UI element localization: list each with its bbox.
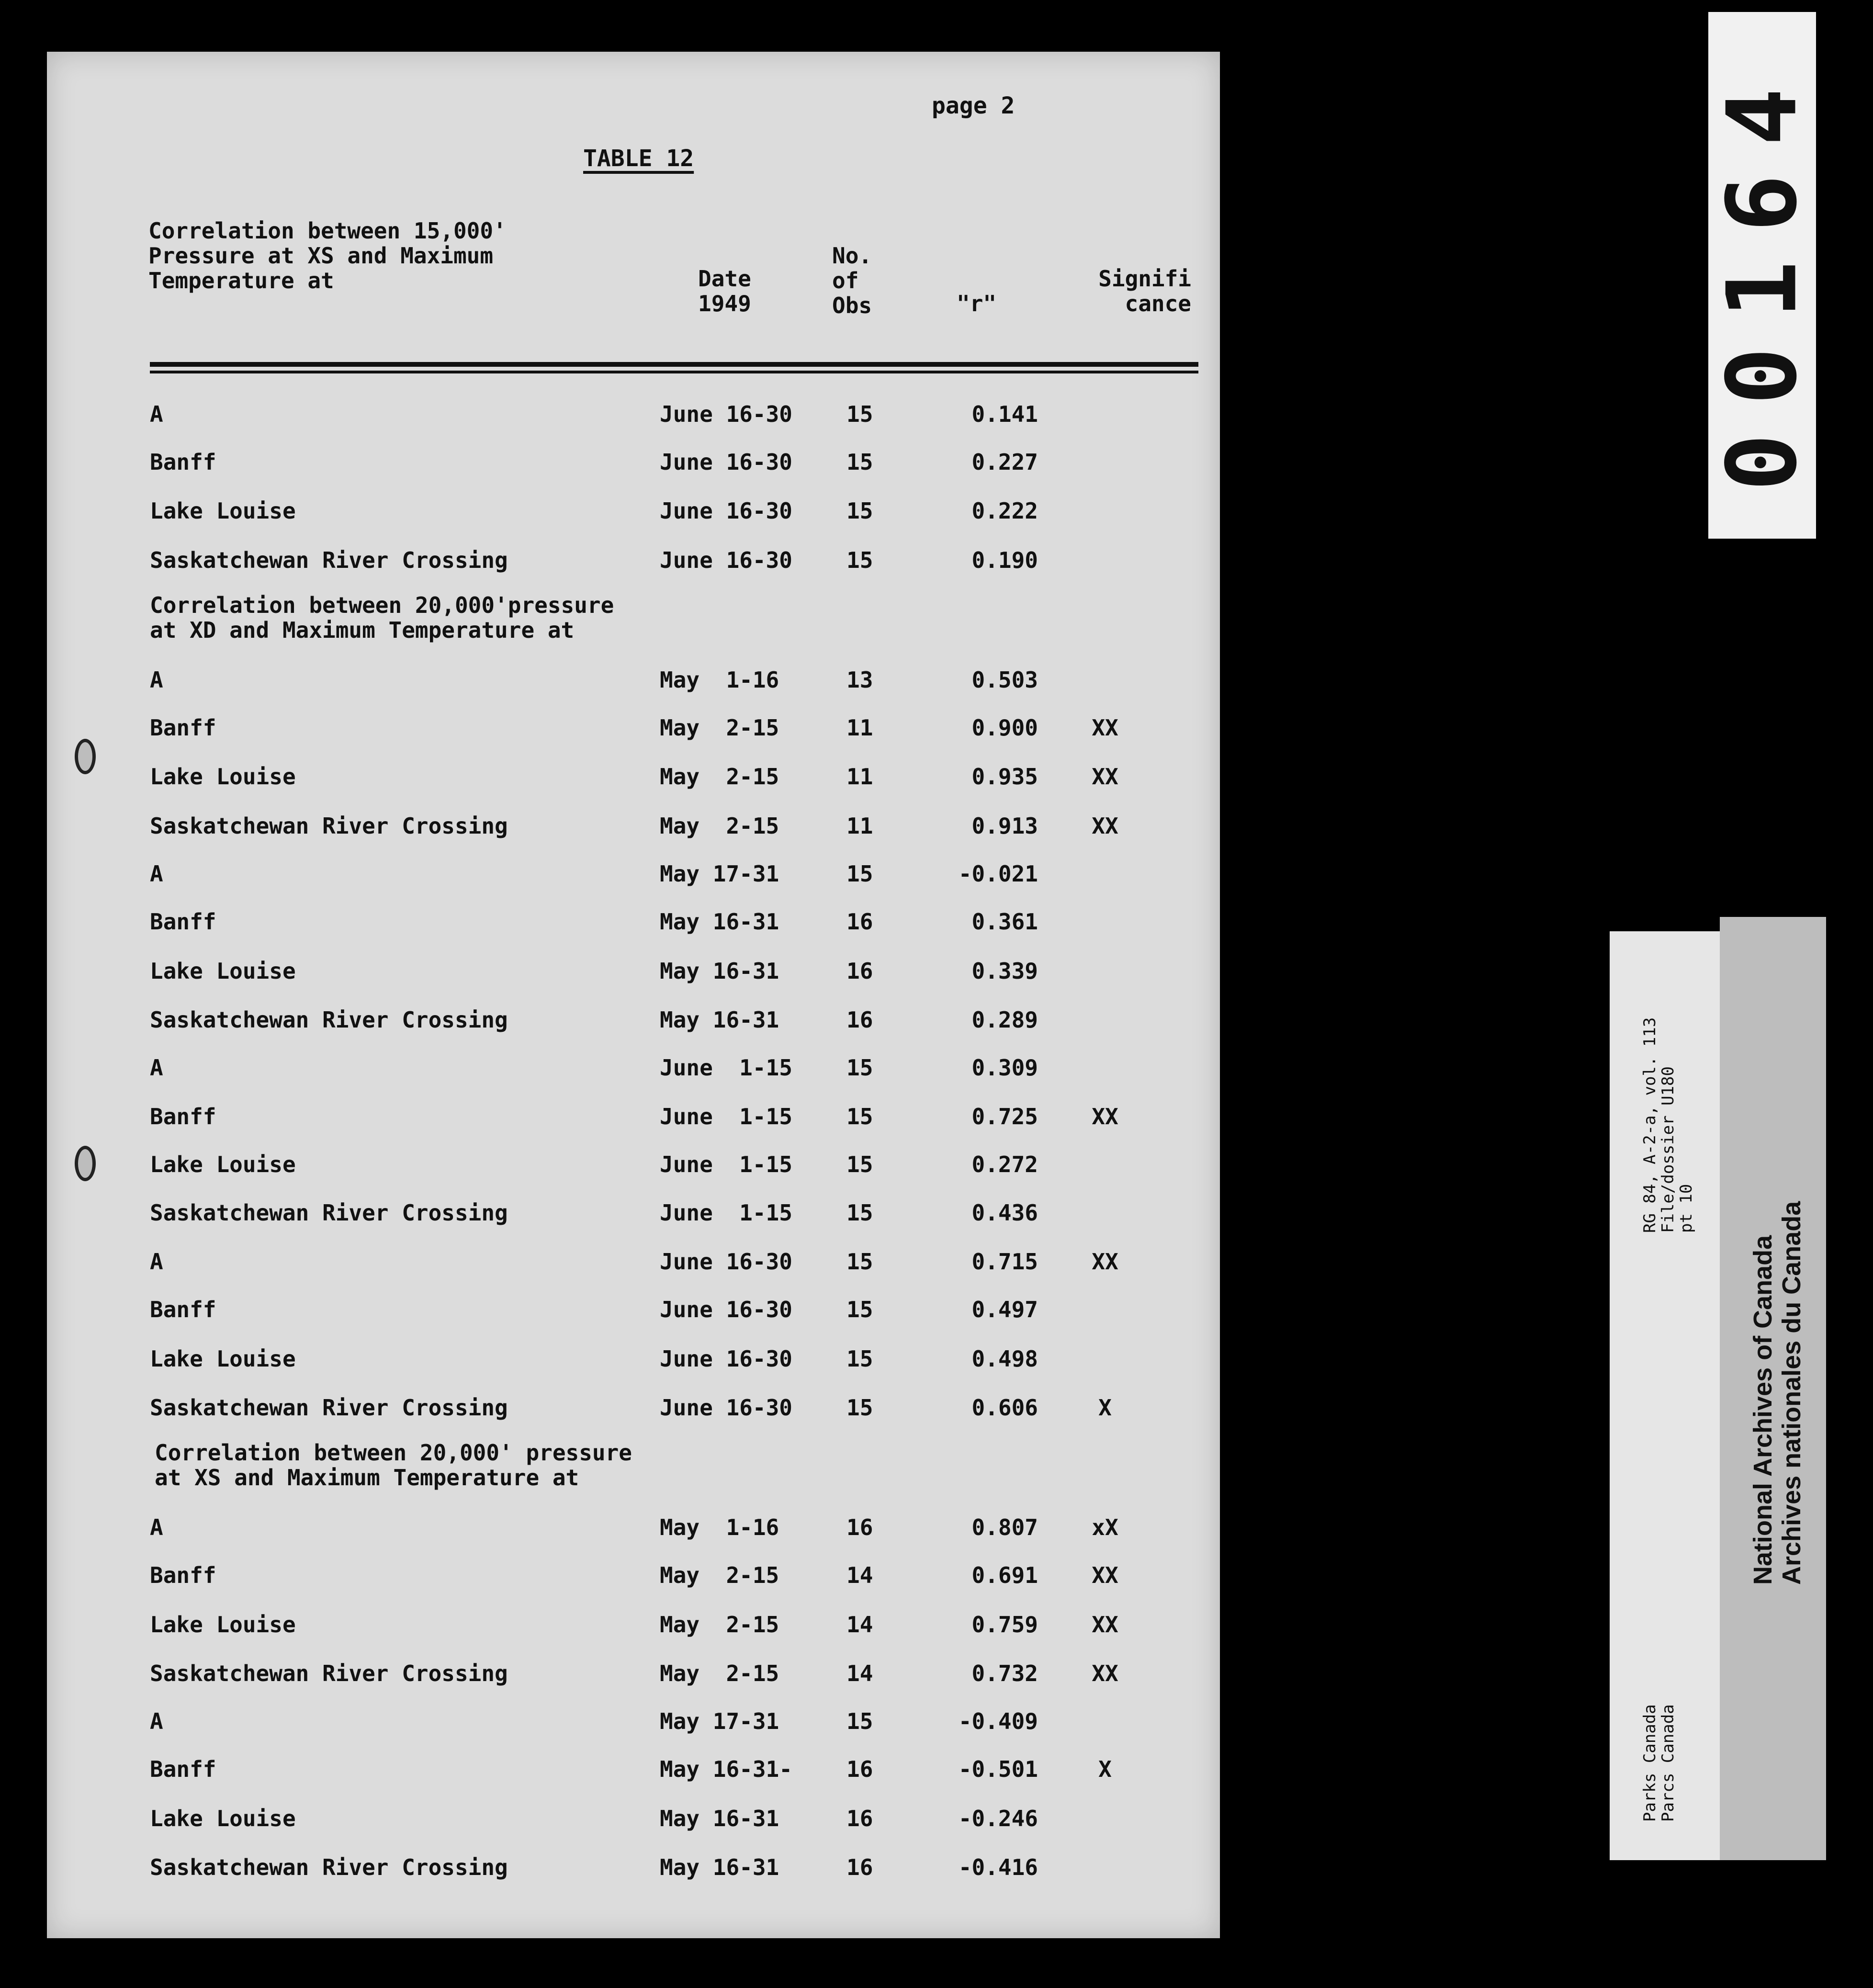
obs-cell: 15 <box>846 401 873 427</box>
significance-cell: X <box>1098 1756 1112 1782</box>
institution-label: National Archives of Canada Archives nationales du Canada <box>1749 1201 1806 1585</box>
obs-cell: 15 <box>846 1152 873 1177</box>
table-row <box>47 1708 1220 1737</box>
table-row <box>47 1612 1220 1640</box>
r-cell: 0.503 <box>971 667 1038 693</box>
agency-label: Parks Canada Parcs Canada <box>1640 1704 1678 1822</box>
station-cell: Lake Louise <box>150 764 296 790</box>
r-cell: 0.436 <box>971 1200 1038 1226</box>
table-row <box>47 449 1220 478</box>
obs-cell: 14 <box>846 1562 873 1588</box>
station-cell: Banff <box>150 1562 216 1588</box>
r-cell: 0.222 <box>971 498 1038 524</box>
station-cell: Saskatchewan River Crossing <box>150 1200 508 1226</box>
r-cell: 0.141 <box>971 401 1038 427</box>
r-cell: 0.732 <box>971 1660 1038 1686</box>
r-cell: 0.497 <box>971 1297 1038 1322</box>
station-cell: Saskatchewan River Crossing <box>150 547 508 573</box>
station-cell: Banff <box>150 909 216 935</box>
r-cell: 0.759 <box>971 1612 1038 1638</box>
date-cell: June 1-15 <box>660 1055 792 1081</box>
station-cell: Banff <box>150 1297 216 1322</box>
r-cell: 0.807 <box>971 1514 1038 1540</box>
date-cell: May 16-31 <box>660 1806 779 1831</box>
station-cell: Lake Louise <box>150 1346 296 1372</box>
table-row <box>47 1806 1220 1834</box>
date-cell: June 16-30 <box>660 449 792 475</box>
station-cell: A <box>150 401 163 427</box>
obs-cell: 15 <box>846 1395 873 1421</box>
table-row <box>47 1514 1220 1543</box>
r-cell: -0.416 <box>958 1854 1038 1880</box>
table-row <box>47 813 1220 842</box>
obs-cell: 15 <box>846 547 873 573</box>
date-cell: June 16-30 <box>660 547 792 573</box>
r-cell: -0.501 <box>958 1756 1038 1782</box>
table-row <box>47 861 1220 890</box>
binder-hole <box>75 739 96 774</box>
obs-cell: 15 <box>846 1249 873 1275</box>
section2-title: Correlation between 20,000'pressure at XD and Maximum Temperature at <box>150 592 614 643</box>
significance-cell: xX <box>1092 1514 1118 1540</box>
r-cell: 0.498 <box>971 1346 1038 1372</box>
significance-cell: XX <box>1092 715 1118 741</box>
station-cell: Lake Louise <box>150 1806 296 1831</box>
date-cell: June 1-15 <box>660 1152 792 1177</box>
header-r: "r" <box>957 291 997 316</box>
station-cell: A <box>150 1708 163 1734</box>
significance-cell: XX <box>1092 1562 1118 1588</box>
r-cell: 0.309 <box>971 1055 1038 1081</box>
date-cell: June 1-15 <box>660 1104 792 1130</box>
r-cell: 0.725 <box>971 1104 1038 1130</box>
r-cell: 0.272 <box>971 1152 1038 1177</box>
significance-cell: XX <box>1092 813 1118 839</box>
obs-cell: 16 <box>846 1854 873 1880</box>
header-rule-thin <box>150 371 1198 373</box>
table-row <box>47 401 1220 430</box>
significance-cell: XX <box>1092 764 1118 790</box>
obs-cell: 11 <box>846 813 873 839</box>
binder-hole <box>75 1146 96 1181</box>
date-cell: June 16-30 <box>660 498 792 524</box>
table-row <box>47 1249 1220 1277</box>
station-cell: A <box>150 1514 163 1540</box>
table-row <box>47 1104 1220 1132</box>
significance-cell: XX <box>1092 1104 1118 1130</box>
header-significance: Signifi cance <box>1098 266 1191 316</box>
station-cell: Lake Louise <box>150 498 296 524</box>
station-cell: Banff <box>150 1104 216 1130</box>
obs-cell: 15 <box>846 1104 873 1130</box>
date-cell: June 16-30 <box>660 1346 792 1372</box>
date-cell: May 2-15 <box>660 1562 779 1588</box>
date-cell: June 16-30 <box>660 401 792 427</box>
obs-cell: 14 <box>846 1660 873 1686</box>
station-cell: Saskatchewan River Crossing <box>150 1854 508 1880</box>
station-cell: Banff <box>150 1756 216 1782</box>
table-row <box>47 1297 1220 1325</box>
obs-cell: 15 <box>846 1708 873 1734</box>
obs-cell: 15 <box>846 861 873 887</box>
table-title: TABLE 12 <box>583 145 694 172</box>
date-cell: May 17-31 <box>660 1708 779 1734</box>
station-cell: A <box>150 1055 163 1081</box>
station-cell: Saskatchewan River Crossing <box>150 1007 508 1033</box>
obs-cell: 16 <box>846 1756 873 1782</box>
obs-cell: 15 <box>846 449 873 475</box>
date-cell: May 16-31 <box>660 909 779 935</box>
obs-cell: 11 <box>846 764 873 790</box>
station-cell: A <box>150 1249 163 1275</box>
archive-reference: RG 84, A-2-a, vol. 113 File/dossier U180 pt 10 <box>1640 1017 1696 1233</box>
archive-reference-card <box>1610 931 1720 1860</box>
date-cell: May 2-15 <box>660 813 779 839</box>
obs-cell: 15 <box>846 1297 873 1322</box>
significance-cell: X <box>1098 1395 1112 1421</box>
header-obs: No. of Obs <box>832 243 872 318</box>
table-row <box>47 909 1220 938</box>
frame-number-strip <box>1708 12 1816 539</box>
obs-cell: 11 <box>846 715 873 741</box>
table-row <box>47 1055 1220 1084</box>
table-row <box>47 764 1220 792</box>
table-row <box>47 958 1220 987</box>
archive-institution-card <box>1720 917 1826 1860</box>
date-cell: May 2-15 <box>660 764 779 790</box>
station-cell: Saskatchewan River Crossing <box>150 1395 508 1421</box>
date-cell: May 16-31- <box>660 1756 792 1782</box>
r-cell: 0.606 <box>971 1395 1038 1421</box>
date-cell: June 16-30 <box>660 1297 792 1322</box>
page-label: page 2 <box>932 92 1015 119</box>
obs-cell: 15 <box>846 1055 873 1081</box>
r-cell: -0.409 <box>958 1708 1038 1734</box>
station-cell: A <box>150 861 163 887</box>
r-cell: 0.913 <box>971 813 1038 839</box>
date-cell: May 2-15 <box>660 1612 779 1638</box>
document-page <box>47 52 1220 1938</box>
table-row <box>47 1200 1220 1229</box>
obs-cell: 16 <box>846 1514 873 1540</box>
date-cell: May 2-15 <box>660 715 779 741</box>
date-cell: May 1-16 <box>660 667 779 693</box>
station-cell: Lake Louise <box>150 1152 296 1177</box>
r-cell: 0.361 <box>971 909 1038 935</box>
obs-cell: 16 <box>846 1806 873 1831</box>
r-cell: 0.227 <box>971 449 1038 475</box>
obs-cell: 14 <box>846 1612 873 1638</box>
r-cell: 0.715 <box>971 1249 1038 1275</box>
obs-cell: 16 <box>846 958 873 984</box>
frame-number: 00164 <box>1706 59 1818 492</box>
table-row <box>47 1854 1220 1883</box>
station-cell: Banff <box>150 449 216 475</box>
table-row <box>47 1562 1220 1591</box>
r-cell: -0.246 <box>958 1806 1038 1831</box>
table-row <box>47 1152 1220 1180</box>
date-cell: June 1-15 <box>660 1200 792 1226</box>
date-cell: May 17-31 <box>660 861 779 887</box>
table-row <box>47 1395 1220 1423</box>
date-cell: May 1-16 <box>660 1514 779 1540</box>
date-cell: May 16-31 <box>660 1854 779 1880</box>
r-cell: 0.289 <box>971 1007 1038 1033</box>
r-cell: 0.190 <box>971 547 1038 573</box>
station-cell: Lake Louise <box>150 1612 296 1638</box>
r-cell: 0.935 <box>971 764 1038 790</box>
table-row <box>47 667 1220 696</box>
table-row <box>47 1007 1220 1036</box>
r-cell: -0.021 <box>958 861 1038 887</box>
station-cell: Saskatchewan River Crossing <box>150 813 508 839</box>
station-cell: Lake Louise <box>150 958 296 984</box>
table-row <box>47 547 1220 576</box>
obs-cell: 16 <box>846 909 873 935</box>
r-cell: 0.339 <box>971 958 1038 984</box>
section3-title: Correlation between 20,000' pressure at XS and Maximum Temperature at <box>155 1440 632 1491</box>
obs-cell: 13 <box>846 667 873 693</box>
obs-cell: 15 <box>846 498 873 524</box>
table-row <box>47 1346 1220 1375</box>
obs-cell: 15 <box>846 1346 873 1372</box>
r-cell: 0.900 <box>971 715 1038 741</box>
table-row <box>47 1756 1220 1785</box>
table-row <box>47 715 1220 744</box>
station-cell: Saskatchewan River Crossing <box>150 1660 508 1686</box>
obs-cell: 15 <box>846 1200 873 1226</box>
r-cell: 0.691 <box>971 1562 1038 1588</box>
date-cell: June 16-30 <box>660 1249 792 1275</box>
header-date: Date 1949 <box>698 266 751 316</box>
station-cell: Banff <box>150 715 216 741</box>
table-row <box>47 498 1220 527</box>
significance-cell: XX <box>1092 1612 1118 1638</box>
header-rule <box>150 362 1198 367</box>
station-cell: A <box>150 667 163 693</box>
date-cell: June 16-30 <box>660 1395 792 1421</box>
date-cell: May 16-31 <box>660 958 779 984</box>
significance-cell: XX <box>1092 1249 1118 1275</box>
significance-cell: XX <box>1092 1660 1118 1686</box>
date-cell: May 2-15 <box>660 1660 779 1686</box>
obs-cell: 16 <box>846 1007 873 1033</box>
date-cell: May 16-31 <box>660 1007 779 1033</box>
table-row <box>47 1660 1220 1689</box>
header-title: Correlation between 15,000' Pressure at XS and Maximum Temperature at <box>148 218 507 294</box>
